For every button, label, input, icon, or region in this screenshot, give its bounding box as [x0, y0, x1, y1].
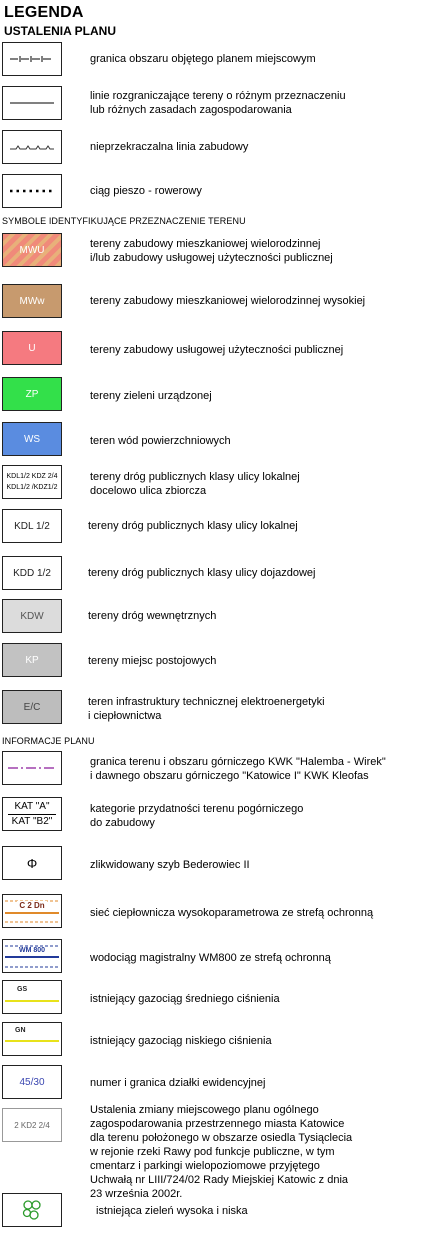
greenery-icon [17, 1196, 47, 1224]
swatch-parcel: 45/30 [2, 1065, 62, 1099]
swatch-plan-boundary [2, 42, 62, 76]
desc-previous-plan: Ustalenia zmiany miejscowego planu ogólnego zagospodarowania przestrzennego miasta Katowice dla terenu położonego w obszarze osiedla Tysiąclecia w rejonie rzeki Rawy pod funkcje publiczne, w tym cmentarz i parkingi wielopoziomowe przyjętego Uchwałą nr LIII/724/02 Rady Miejskiej Katowic z dnia 23 września 2002r. [90, 1104, 353, 1200]
swatch-gas-low: GN [2, 1022, 62, 1056]
swatch-greenery [2, 1193, 62, 1227]
swatch-previous-plan: 2 KD2 2/4 [2, 1108, 62, 1142]
desc-mwu: tereny zabudowy mieszkaniowej wielorodzinnej i/lub zabudowy usługowej użyteczności publicznej [90, 238, 333, 264]
desc-kdw: tereny dróg wewnętrznych [88, 610, 217, 622]
desc-gas-low: istniejący gazociąg niskiego ciśnienia [90, 1035, 272, 1047]
section-informacje: INFORMACJE PLANU [2, 736, 95, 746]
desc-parcel: numer i granica działki ewidencyjnej [90, 1077, 266, 1089]
swatch-ws: WS [2, 422, 62, 456]
shaft-icon: Φ [26, 855, 38, 871]
swatch-shaft [2, 846, 62, 880]
desc-kdd: tereny dróg publicznych klasy ulicy dojazdowej [88, 567, 316, 579]
desc-kat: kategorie przydatności terenu pogórniczego do zabudowy [90, 803, 304, 829]
swatch-kdl-kdz: KDL1/2 KDZ 2/4 KDL1/2 /KDZ1/2 [2, 465, 62, 499]
swatch-kat: KAT "A" KAT "B2" [2, 797, 62, 831]
desc-building-line: nieprzekraczalna linia zabudowy [90, 141, 249, 153]
swatch-u: U [2, 331, 62, 365]
swatch-zp: ZP [2, 377, 62, 411]
desc-mining-boundary: granica terenu i obszaru górniczego KWK "Halemba - Wirek" i dawnego obszaru górniczego "Katowice I" KWK Kleofas [90, 756, 386, 782]
swatch-mww: MWw [2, 284, 62, 318]
swatch-pedestrian-bike [2, 174, 62, 208]
desc-shaft: zlikwidowany szyb Bederowiec II [90, 859, 250, 871]
desc-zp: tereny zieleni urządzonej [90, 390, 212, 402]
swatch-gas-medium: GS [2, 980, 62, 1014]
legend-title: LEGENDA [4, 4, 84, 21]
desc-heating: sieć ciepłownicza wysokoparametrowa ze strefą ochronną [90, 907, 374, 919]
swatch-kdw: KDW [2, 599, 62, 633]
swatch-water: WM 800 [2, 939, 62, 973]
swatch-demarcation-lines [2, 86, 62, 120]
swatch-kdd: KDD 1/2 [2, 556, 62, 590]
desc-kdl-kdz: tereny dróg publicznych klasy ulicy lokalnej docelowo ulica zbiorcza [90, 471, 300, 497]
swatch-heating: C 2 Dn [2, 894, 62, 928]
desc-u: tereny zabudowy usługowej użyteczności publicznej [90, 344, 344, 356]
section-symbole: SYMBOLE IDENTYFIKUJĄCE PRZEZNACZENIE TERENU [2, 216, 246, 226]
desc-pedestrian-bike: ciąg pieszo - rowerowy [90, 185, 202, 197]
desc-greenery: istniejąca zieleń wysoka i niska [96, 1205, 248, 1217]
swatch-mwu: MWU [2, 233, 62, 267]
desc-mww: tereny zabudowy mieszkaniowej wielorodzinnej wysokiej [90, 295, 366, 307]
desc-plan-boundary: granica obszaru objętego planem miejscowym [90, 53, 316, 65]
legend-subtitle: USTALENIA PLANU [4, 24, 116, 38]
desc-water: wodociąg magistralny WM800 ze strefą ochronną [90, 952, 331, 964]
desc-ec: teren infrastruktury technicznej elektroenergetyki i ciepłownictwa [88, 696, 325, 722]
desc-kp: tereny miejsc postojowych [88, 655, 217, 667]
swatch-ec: E/C [2, 690, 62, 724]
desc-ws: teren wód powierzchniowych [90, 435, 231, 447]
swatch-mining-boundary [2, 751, 62, 785]
desc-demarcation-lines: linie rozgraniczające tereny o różnym przeznaczeniu lub różnych zasadach zagospodarowania [90, 90, 346, 116]
swatch-building-line [2, 130, 62, 164]
swatch-kdl: KDL 1/2 [2, 509, 62, 543]
desc-kdl: tereny dróg publicznych klasy ulicy lokalnej [88, 520, 298, 532]
swatch-kp: KP [2, 643, 62, 677]
desc-gas-medium: istniejący gazociąg średniego ciśnienia [90, 993, 280, 1005]
